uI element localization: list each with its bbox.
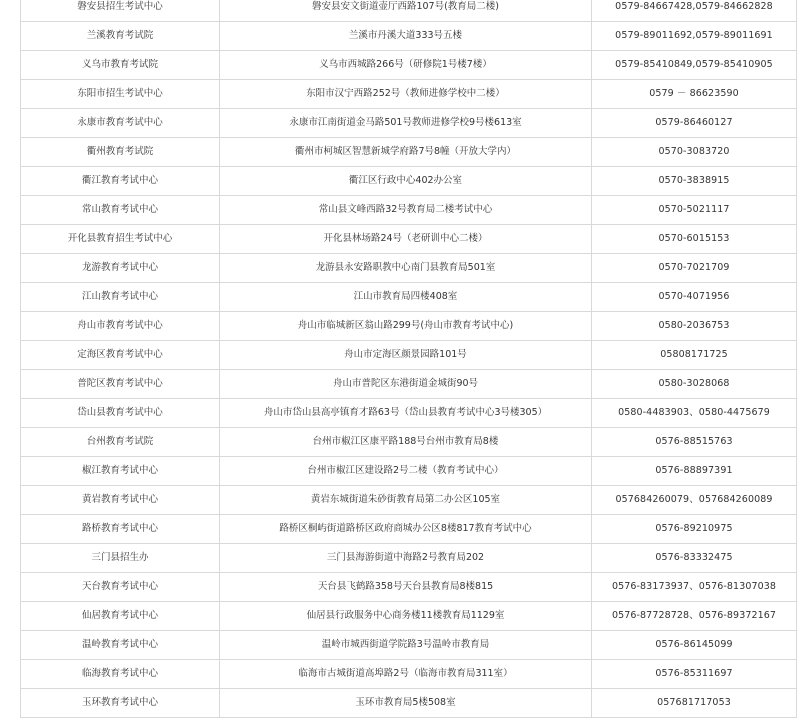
address-cell: 舟山市定海区颜景园路101号	[220, 341, 592, 370]
phone-cell: 0579-85410849,0579-85410905	[592, 51, 797, 80]
address-cell: 温岭市城西街道学院路3号温岭市教育局	[220, 631, 592, 660]
address-cell: 台州市椒江区康平路188号台州市教育局8楼	[220, 428, 592, 457]
address-cell: 兰溪市丹溪大道333号五楼	[220, 22, 592, 51]
center-name-cell: 东阳市招生考试中心	[21, 80, 220, 109]
address-cell: 东阳市汉宁西路252号（教师进修学校中二楼）	[220, 80, 592, 109]
phone-cell: 0579-84667428,0579-84662828	[592, 0, 797, 22]
center-name-cell: 衢江教育考试中心	[21, 167, 220, 196]
table-row	[21, 689, 797, 718]
phone-cell: 0576-86145099	[592, 631, 797, 660]
table-row	[21, 51, 797, 80]
center-name-cell: 台州教育考试院	[21, 428, 220, 457]
center-name-cell: 开化县教育招生考试中心	[21, 225, 220, 254]
center-name-cell: 岱山县教育考试中心	[21, 399, 220, 428]
address-cell: 磐安县安文街道壶厅西路107号(教育局二楼)	[220, 0, 592, 22]
center-name-cell: 磐安县招生考试中心	[21, 0, 220, 22]
center-name-cell: 仙居教育考试中心	[21, 602, 220, 631]
table-row	[21, 22, 797, 51]
table-row	[21, 0, 797, 22]
phone-cell: 0580-3028068	[592, 370, 797, 399]
phone-cell: 0579 － 86623590	[592, 80, 797, 109]
center-name-cell: 龙游教育考试中心	[21, 254, 220, 283]
center-name-cell: 椒江教育考试中心	[21, 457, 220, 486]
table-row	[21, 370, 797, 399]
address-cell: 舟山市普陀区东港街道金城街90号	[220, 370, 592, 399]
address-cell: 衢江区行政中心402办公室	[220, 167, 592, 196]
address-cell: 常山县文峰西路32号教育局二楼考试中心	[220, 196, 592, 225]
address-cell: 开化县林场路24号（老研训中心二楼）	[220, 225, 592, 254]
phone-cell: 0576-88515763	[592, 428, 797, 457]
center-name-cell: 临海教育考试中心	[21, 660, 220, 689]
phone-cell: 057684260079、057684260089	[592, 486, 797, 515]
address-cell: 台州市椒江区建设路2号二楼（教育考试中心）	[220, 457, 592, 486]
phone-cell: 0576-85311697	[592, 660, 797, 689]
address-cell: 衢州市柯城区智慧新城学府路7号8幢（开放大学内）	[220, 138, 592, 167]
phone-cell: 0580-2036753	[592, 312, 797, 341]
table-row	[21, 602, 797, 631]
phone-cell: 0579-89011692,0579-89011691	[592, 22, 797, 51]
center-name-cell: 黄岩教育考试中心	[21, 486, 220, 515]
phone-cell: 0570-7021709	[592, 254, 797, 283]
phone-cell: 05808171725	[592, 341, 797, 370]
phone-cell: 0579-86460127	[592, 109, 797, 138]
address-cell: 路桥区桐屿街道路桥区政府商城办公区8楼817教育考试中心	[220, 515, 592, 544]
table-body	[21, 0, 797, 718]
address-cell: 仙居县行政服务中心商务楼11楼教育局1129室	[220, 602, 592, 631]
center-name-cell: 天台教育考试中心	[21, 573, 220, 602]
address-cell: 龙游县永安路职教中心南门县教育局501室	[220, 254, 592, 283]
phone-cell: 0576-89210975	[592, 515, 797, 544]
address-cell: 玉环市教育局5楼508室	[220, 689, 592, 718]
center-name-cell: 路桥教育考试中心	[21, 515, 220, 544]
address-cell: 黄岩东城街道朱砂街教育局第二办公区105室	[220, 486, 592, 515]
address-cell: 舟山市临城新区翁山路299号(舟山市教育考试中心)	[220, 312, 592, 341]
center-name-cell: 舟山市教育考试中心	[21, 312, 220, 341]
table-row	[21, 544, 797, 573]
table-row	[21, 486, 797, 515]
center-name-cell: 衢州教育考试院	[21, 138, 220, 167]
table-row	[21, 515, 797, 544]
center-name-cell: 玉环教育考试中心	[21, 689, 220, 718]
address-cell: 天台县飞鹤路358号天台县教育局8楼815	[220, 573, 592, 602]
center-name-cell: 江山教育考试中心	[21, 283, 220, 312]
phone-cell: 0570-4071956	[592, 283, 797, 312]
table-row	[21, 573, 797, 602]
table-row	[21, 167, 797, 196]
center-name-cell: 温岭教育考试中心	[21, 631, 220, 660]
table-row	[21, 399, 797, 428]
phone-cell: 0576-83173937、0576-81307038	[592, 573, 797, 602]
phone-cell: 0570-6015153	[592, 225, 797, 254]
table-row	[21, 283, 797, 312]
phone-cell: 0580-4483903、0580-4475679	[592, 399, 797, 428]
address-cell: 临海市古城街道高埠路2号（临海市教育局311室）	[220, 660, 592, 689]
table-row	[21, 196, 797, 225]
address-cell: 永康市江南街道金马路501号教师进修学校9号楼613室	[220, 109, 592, 138]
table-row	[21, 341, 797, 370]
table-row	[21, 428, 797, 457]
center-name-cell: 三门县招生办	[21, 544, 220, 573]
phone-cell: 0576-87728728、0576-89372167	[592, 602, 797, 631]
table-row	[21, 80, 797, 109]
center-name-cell: 兰溪教育考试院	[21, 22, 220, 51]
center-name-cell: 定海区教育考试中心	[21, 341, 220, 370]
phone-cell: 057681717053	[592, 689, 797, 718]
center-name-cell: 普陀区教育考试中心	[21, 370, 220, 399]
center-name-cell: 义乌市教育考试院	[21, 51, 220, 80]
table-row	[21, 225, 797, 254]
table-row	[21, 254, 797, 283]
table-row	[21, 660, 797, 689]
table-row	[21, 138, 797, 167]
phone-cell: 0570-5021117	[592, 196, 797, 225]
table-row	[21, 457, 797, 486]
phone-cell: 0570-3083720	[592, 138, 797, 167]
table-row	[21, 631, 797, 660]
phone-cell: 0576-88897391	[592, 457, 797, 486]
phone-cell: 0570-3838915	[592, 167, 797, 196]
table-row	[21, 109, 797, 138]
phone-cell: 0576-83332475	[592, 544, 797, 573]
address-cell: 三门县海游街道中海路2号教育局202	[220, 544, 592, 573]
address-cell: 义乌市西城路266号（研修院1号楼7楼）	[220, 51, 592, 80]
address-cell: 江山市教育局四楼408室	[220, 283, 592, 312]
exam-center-table	[20, 0, 797, 718]
center-name-cell: 永康市教育考试中心	[21, 109, 220, 138]
address-cell: 舟山市岱山县高亭镇育才路63号（岱山县教育考试中心3号楼305）	[220, 399, 592, 428]
table-row	[21, 312, 797, 341]
center-name-cell: 常山教育考试中心	[21, 196, 220, 225]
